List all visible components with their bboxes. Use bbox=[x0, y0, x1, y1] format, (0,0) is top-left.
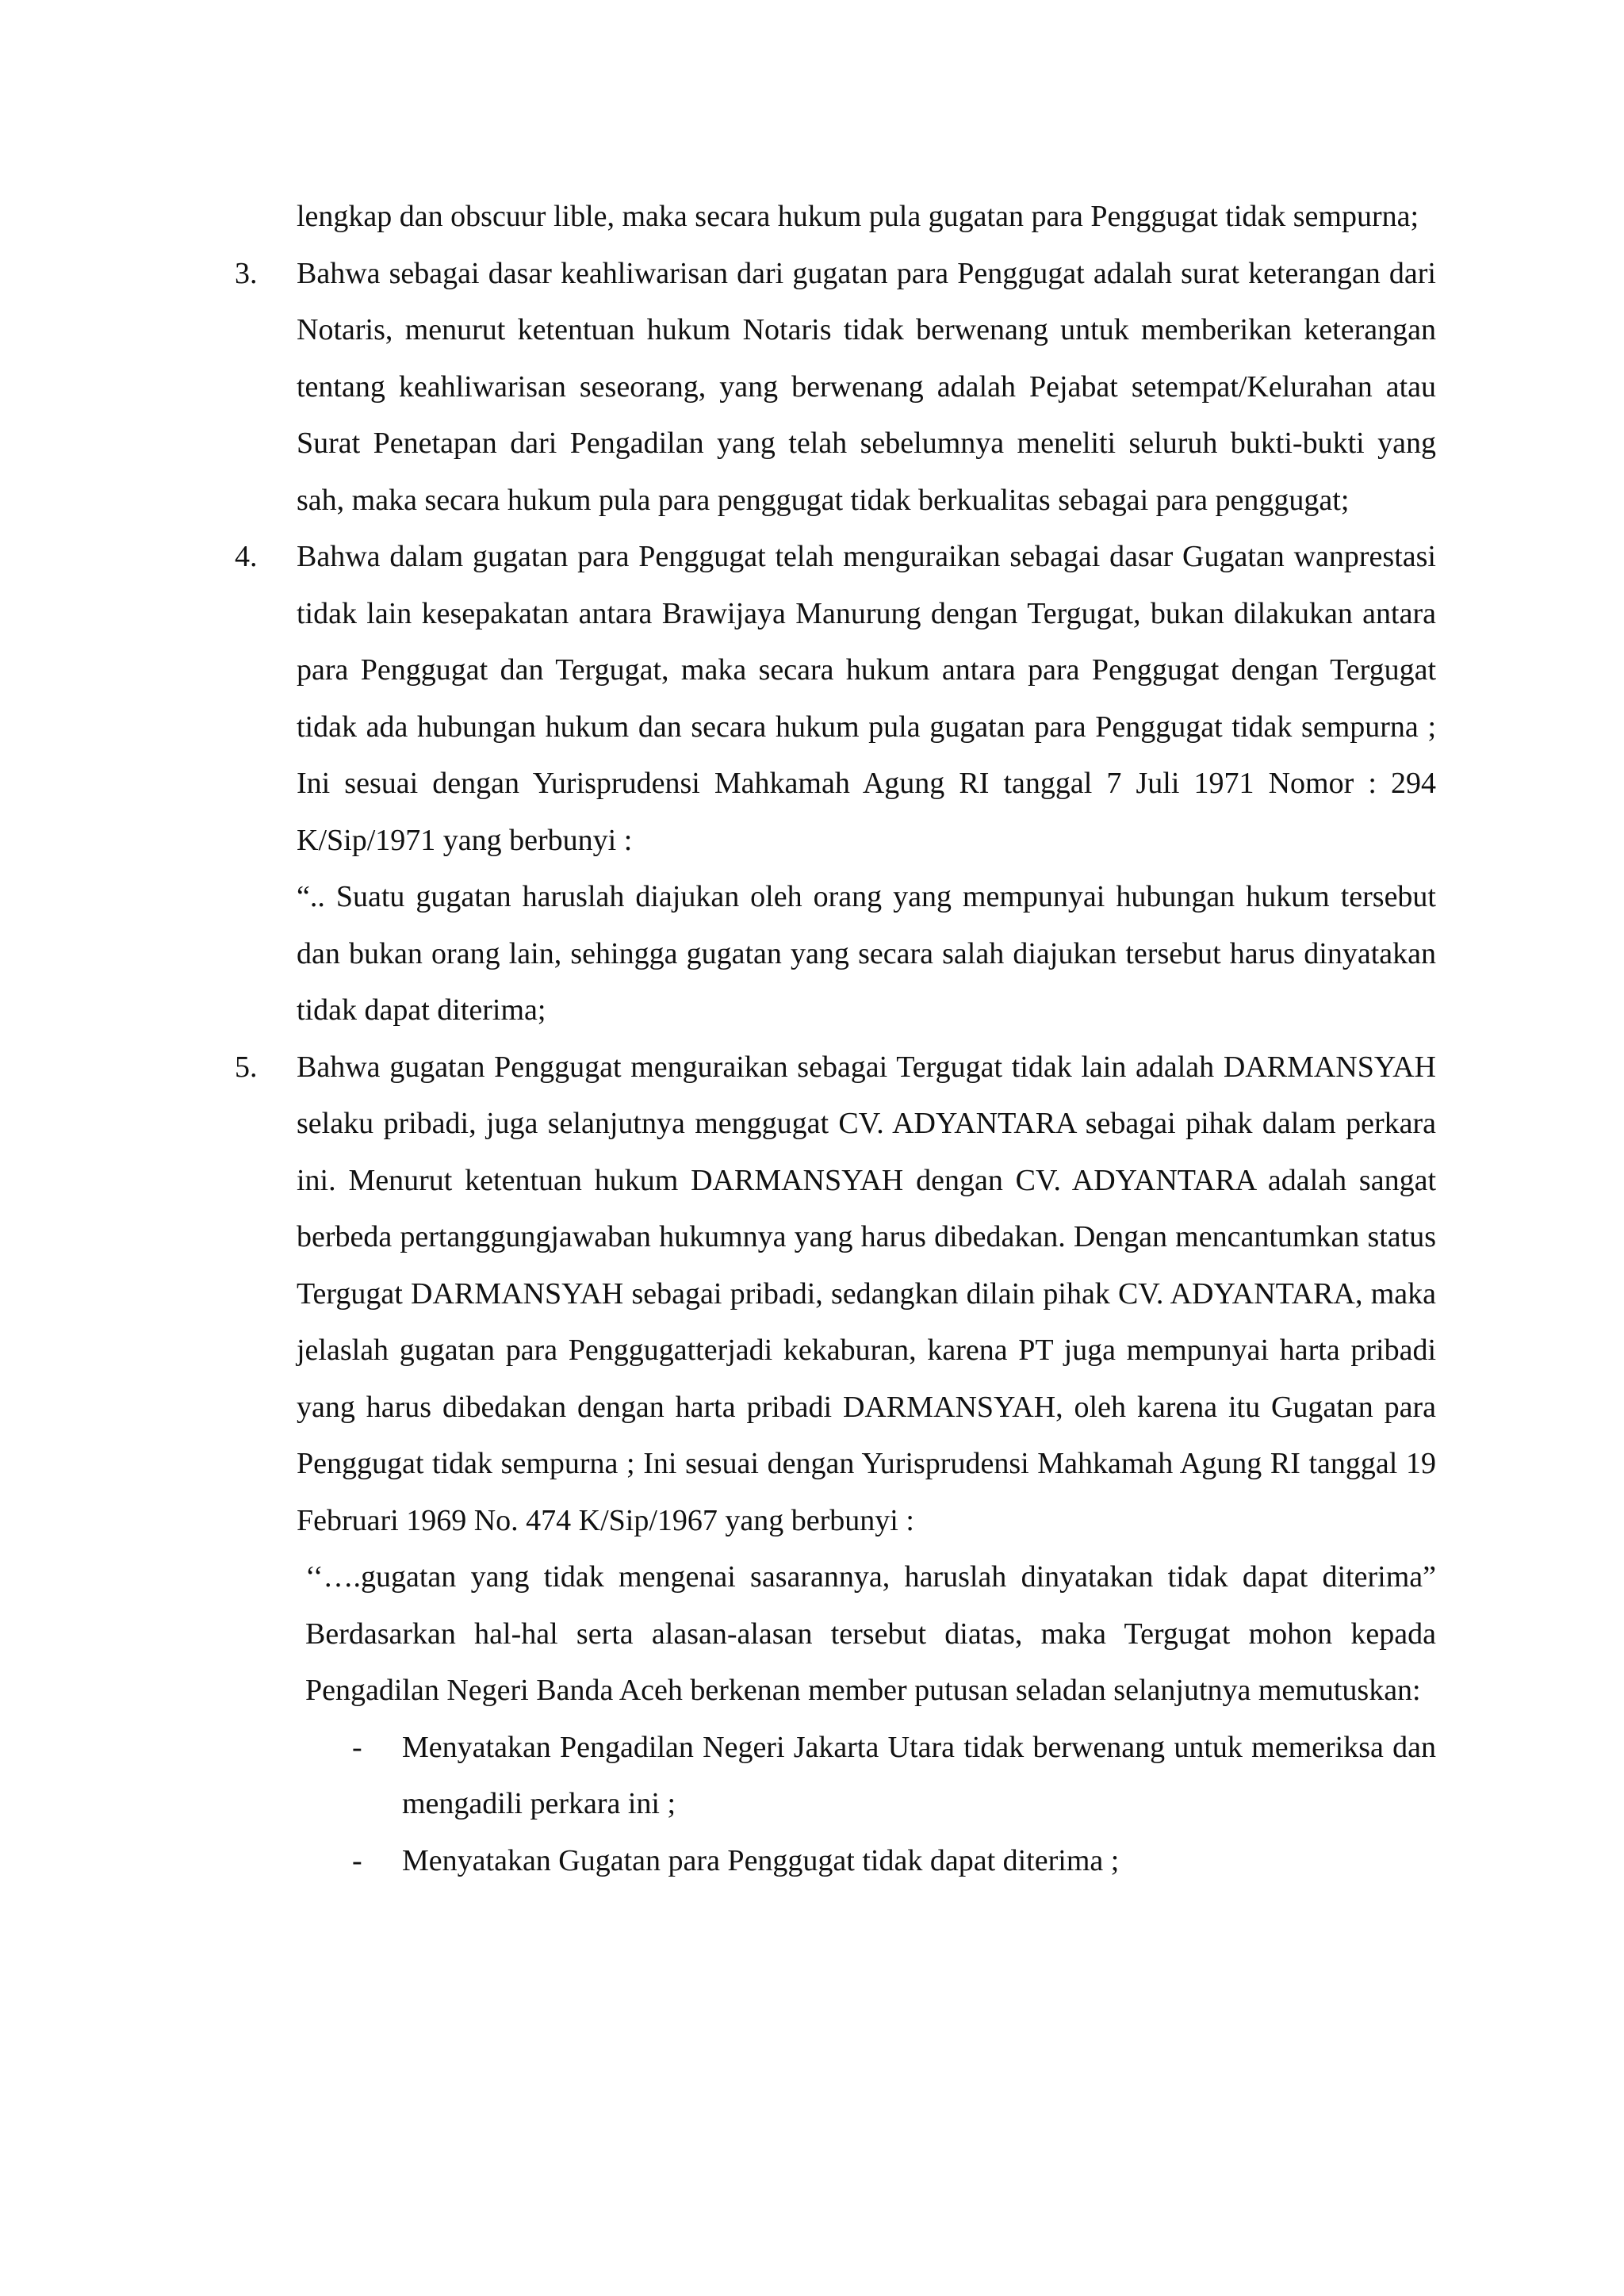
bullet-item bbox=[235, 1720, 1436, 1833]
bullet-text: Menyatakan Gugatan para Penggugat tidak dapat diterima ; bbox=[402, 1843, 1120, 1877]
list-number: 4. bbox=[235, 540, 258, 573]
list-item-text: Bahwa dalam gugatan para Penggugat telah menguraikan sebagai dasar Gugatan wanprestasi tidak lain kesepakatan antara Brawijaya Manurung dengan Tergugat, bukan dilakukan antara para Penggugat dan Tergugat, maka secara hukum antara para Penggugat dengan Tergugat tidak ada hubungan hukum dan secara hukum pula gugatan para Penggugat tidak sempurna ; Ini sesuai dengan Yurisprudensi Mahkamah Agung RI tanggal 7 Juli 1971 Nomor : 294 K/Sip/1971 yang berbunyi : bbox=[297, 540, 1436, 857]
list-item-4 bbox=[235, 529, 1436, 869]
list-item-3 bbox=[235, 246, 1436, 530]
bullet-item bbox=[235, 1833, 1436, 1890]
list-item-text: Bahwa sebagai dasar keahliwarisan dari gugatan para Penggugat adalah surat keterangan dari Notaris, menurut ketentuan hukum Notaris tidak berwenang untuk memberikan keterangan tentang keahliwarisan seseorang, yang berwenang adalah Pejabat setempat/Kelurahan atau Surat Penetapan dari Pengadilan yang telah sebelumnya meneliti seluruh bukti-bukti yang sah, maka secara hukum pula para penggugat tidak berkualitas sebagai para penggugat; bbox=[297, 256, 1436, 517]
bullet-dash: - bbox=[352, 1730, 362, 1764]
list-number: 3. bbox=[235, 256, 258, 290]
quote-text: ‘‘….gugatan yang tidak mengenai sasarannya, haruslah dinyatakan tidak dapat diterima” Berdasarkan hal-hal serta alasan-alasan tersebut diatas, maka Tergugat mohon kepada Pengadilan Negeri Banda Aceh berkenan member putusan seladan selanjutnya memutuskan: bbox=[305, 1560, 1436, 1707]
bullet-text: Menyatakan Pengadilan Negeri Jakarta Utara tidak berwenang untuk memeriksa dan mengadili perkara ini ; bbox=[402, 1730, 1436, 1820]
jurisprudence-quote bbox=[235, 869, 1436, 1039]
bullet-dash: - bbox=[352, 1843, 362, 1877]
list-number: 5. bbox=[235, 1050, 258, 1084]
quote-text: “.. Suatu gugatan haruslah diajukan oleh orang yang mempunyai hubungan hukum tersebut dan bukan orang lain, sehingga gugatan yang secara salah diajukan tersebut harus dinyatakan tidak dapat diterima; bbox=[297, 880, 1436, 1027]
continuation-paragraph bbox=[235, 189, 1436, 246]
list-item-text: Bahwa gugatan Penggugat menguraikan sebagai Tergugat tidak lain adalah DARMANSYAH selaku pribadi, juga selanjutnya menggugat CV. ADYANTARA sebagai pihak dalam perkara ini. Menurut ketentuan hukum DARMANSYAH dengan CV. ADYANTARA adalah sangat berbeda pertanggungjawaban hukumnya yang harus dibedakan. Dengan mencantumkan status Tergugat DARMANSYAH sebagai pribadi, sedangkan dilain pihak CV. ADYANTARA, maka jelaslah gugatan para Penggugatterjadi kekaburan, karena PT juga mempunyai harta pribadi yang harus dibedakan dengan harta pribadi DARMANSYAH, oleh karena itu Gugatan para Penggugat tidak sempurna ; Ini sesuai dengan Yurisprudensi Mahkamah Agung RI tanggal 19 Februari 1969 No. 474 K/Sip/1967 yang berbunyi : bbox=[297, 1050, 1436, 1537]
document-body bbox=[235, 189, 1436, 1889]
continuation-text: lengkap dan obscuur lible, maka secara hukum pula gugatan para Penggugat tidak sempurna; bbox=[297, 200, 1419, 233]
jurisprudence-quote bbox=[235, 1549, 1436, 1720]
list-item-5 bbox=[235, 1039, 1436, 1550]
